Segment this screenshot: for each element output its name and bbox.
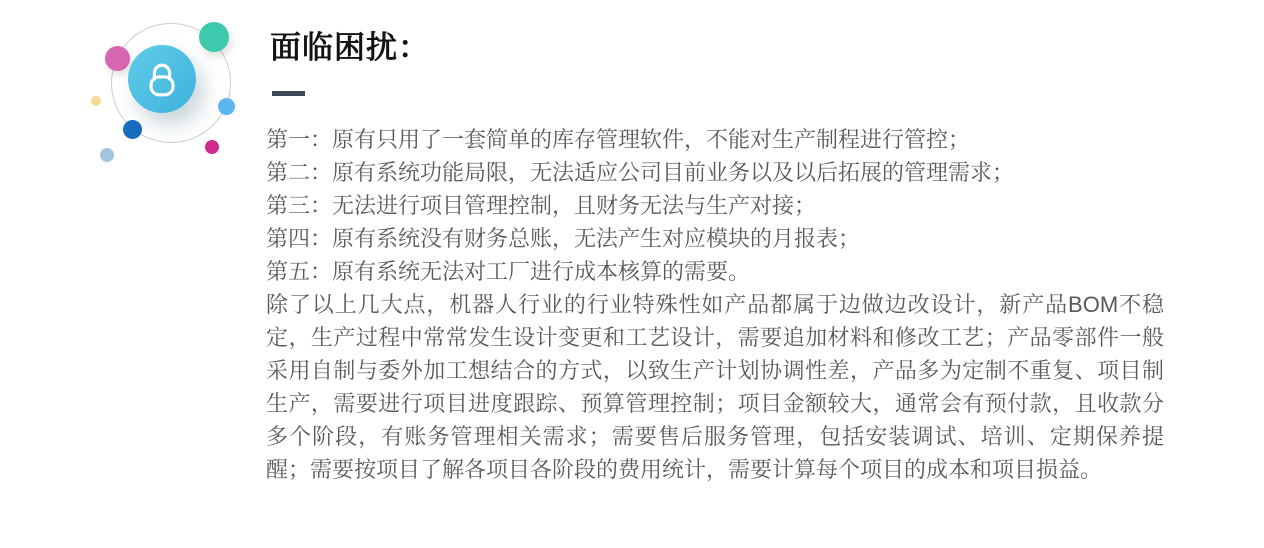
description-block [266,123,1164,486]
issue-item-1: 第一：原有只用了一套简单的库存管理软件，不能对生产制程进行管控； [266,127,971,152]
dark-blue-dot [123,120,142,139]
issue-item-4: 第四：原有系统没有财务总账，无法产生对应模块的月报表； [266,226,861,251]
lock-badge [80,10,270,180]
lock-icon [140,57,184,101]
issue-item-5: 第五：原有系统无法对工厂进行成本核算的需要。 [266,259,751,284]
issue-item-3: 第三：无法进行项目管理控制，且财务无法与生产对接； [266,193,817,218]
teal-dot [199,22,229,52]
title-underline [272,91,305,96]
light-blue-dot [218,98,235,115]
lock-circle [128,45,196,113]
magenta-dot [205,140,219,154]
steel-blue-dot [100,148,114,162]
pink-dot [105,46,130,71]
yellow-dot [91,96,101,106]
main-content [266,20,1164,486]
summary-paragraph: 除了以上几大点，机器人行业的行业特殊性如产品都属于边做边改设计，新产品BOM不稳定，生产过程中常常发生设计变更和工艺设计，需要追加材料和修改工艺；产品零部件一般采用自制与委外加工想结合的方式，以致生产计划协调性差，产品多为定制不重复、项目制生产，需要进行项目进度跟踪、预算管理控制；项目金额较大，通常会有预付款，且收款分多个阶段，有账务管理相关需求；需要售后服务管理，包括安装调试、培训、定期保养提醒；需要按项目了解各项目各阶段的费用统计，需要计算每个项目的成本和项目损益。 [266,292,1164,482]
page-title: 面临困扰： [270,30,430,65]
issue-item-2: 第二：原有系统功能局限，无法适应公司目前业务以及以后拓展的管理需求； [266,160,1015,185]
